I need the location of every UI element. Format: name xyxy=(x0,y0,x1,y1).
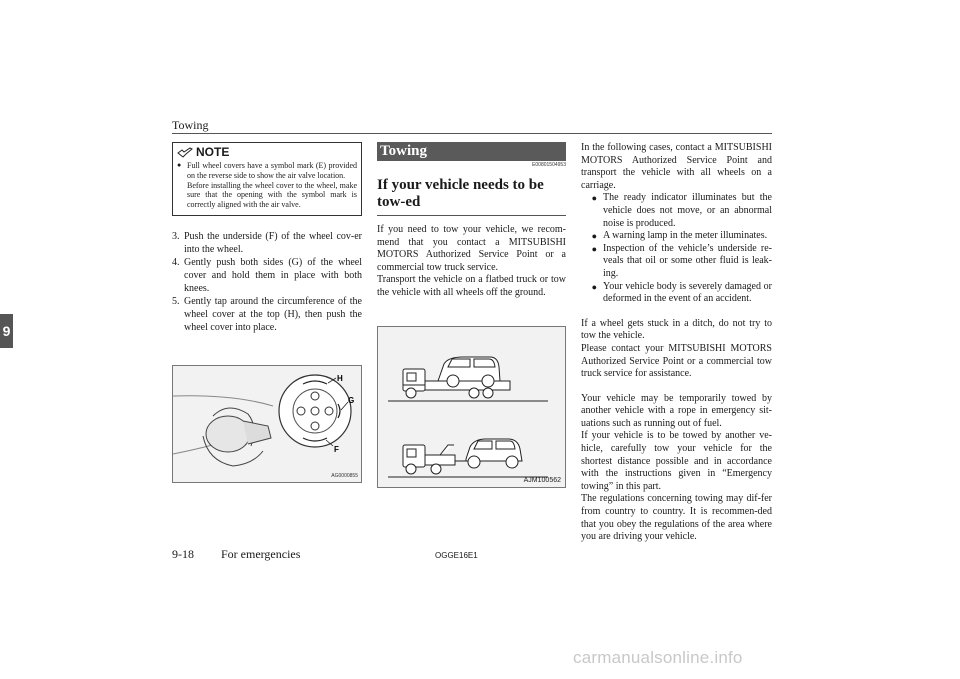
paragraph: Please contact your MITSUBISHI MOTORS Authorized Service Point or a commercial tow truck service for assistance. xyxy=(581,342,772,380)
bullet-icon: ● xyxy=(591,231,597,242)
label-h: H xyxy=(337,374,343,383)
bullet-item xyxy=(581,230,772,243)
tow-truck-icon xyxy=(403,439,522,474)
step-number: 4. xyxy=(172,256,180,268)
note-line: Before installing the wheel cover to the wheel, make sure that the opening with the symbol mark is correctly aligned with the air valve. xyxy=(187,180,357,210)
paragraph: Transport the vehicle on a flatbed truck or tow the vehicle with all wheels off the ground. xyxy=(377,274,566,298)
watermark[interactable]: carmanualsonline.info xyxy=(573,648,743,667)
figure-code: AG0000855 xyxy=(331,473,358,479)
subsection-title: If your vehicle needs to be tow-ed xyxy=(377,177,566,216)
note-header xyxy=(177,145,357,159)
step-item xyxy=(172,256,362,295)
wheel-cover-figure xyxy=(172,365,362,483)
step-text: Push the underside (F) of the wheel cov-er into the wheel. xyxy=(184,230,362,255)
column-middle xyxy=(377,142,566,300)
step-text: Gently tap around the circumference of the wheel cover at the top (H), then push the wheel cover into place. xyxy=(184,295,362,333)
flatbed-truck-icon xyxy=(403,357,510,398)
bullet-icon: ● xyxy=(591,243,597,254)
bullet-icon: ● xyxy=(591,193,597,204)
step-number: 3. xyxy=(172,230,180,242)
label-f: F xyxy=(334,445,339,454)
step-number: 5. xyxy=(172,295,180,307)
section-code: E00801504953 xyxy=(532,162,566,168)
towing-figure xyxy=(377,326,566,488)
bullet-item xyxy=(581,243,772,281)
note-item xyxy=(177,161,357,210)
towing-illustration xyxy=(378,327,566,488)
step-text: Gently push both sides (G) of the wheel cover and hold them in place with both knees. xyxy=(184,256,362,294)
footer-section: For emergencies xyxy=(221,547,301,561)
bullet-text: Inspection of the vehicle’s underside re-veals that oil or some other fluid is leak-ing. xyxy=(603,242,772,279)
bullet-text: Your vehicle body is severely damaged or deformed in the event of an accident. xyxy=(603,280,772,305)
figure-code: AJM100562 xyxy=(523,477,561,484)
paragraph: If a wheel gets stuck in a ditch, do not try to tow the vehicle. xyxy=(581,317,772,342)
running-header: Towing xyxy=(172,118,209,132)
bullet-text: A warning lamp in the meter illuminates. xyxy=(603,230,768,242)
footer-code: OGGE16E1 xyxy=(435,551,478,560)
step-list xyxy=(172,230,362,334)
step-item xyxy=(172,230,362,256)
paragraph: If you need to tow your vehicle, we recom-mend that you contact a MITSUBISHI MOTORS Authorized Service Point or a commercial tow truck service. xyxy=(377,224,566,273)
header-rule xyxy=(172,133,772,134)
bullet-item xyxy=(581,281,772,306)
note-line: Full wheel covers have a symbol mark (E) provided on the reverse side to show the air valve location. xyxy=(187,161,357,180)
paragraph: Your vehicle may be temporarily towed by another vehicle with a rope in emergency sit-uations such as running out of fuel. xyxy=(581,392,772,429)
bullet-item xyxy=(581,192,772,230)
step-item xyxy=(172,295,362,334)
bullet-icon: ● xyxy=(177,161,182,169)
paragraph: If your vehicle is to be towed by another ve-hicle, carefully tow your vehicle for the shortest distance possible and in accordance with the instructions given in “Emergency towing” in this part. xyxy=(581,430,772,492)
paragraph: In the following cases, contact a MITSUBISHI MOTORS Authorized Service Point and transport the vehicle with all wheels on a carriage. xyxy=(581,142,772,191)
hand-note-icon xyxy=(177,147,193,158)
bullet-text: The ready indicator illuminates but the vehicle does not move, or an abnormal noise is produced. xyxy=(603,192,772,229)
page-number: 9-18 xyxy=(172,547,194,561)
paragraph: The regulations concerning towing may dif-fer from country to country. It is recommen-ded that you obey the regulations of the area where you are driving your vehicle. xyxy=(581,493,772,543)
section-title: Towing xyxy=(377,142,566,161)
chapter-tab[interactable]: 9 xyxy=(0,314,13,348)
note-label: NOTE xyxy=(196,145,230,159)
column-left xyxy=(172,142,362,334)
bullet-icon: ● xyxy=(591,281,597,292)
wheel-cover-illustration xyxy=(173,366,362,483)
note-box xyxy=(172,142,362,216)
column-right xyxy=(581,142,772,544)
label-g: G xyxy=(348,396,355,405)
